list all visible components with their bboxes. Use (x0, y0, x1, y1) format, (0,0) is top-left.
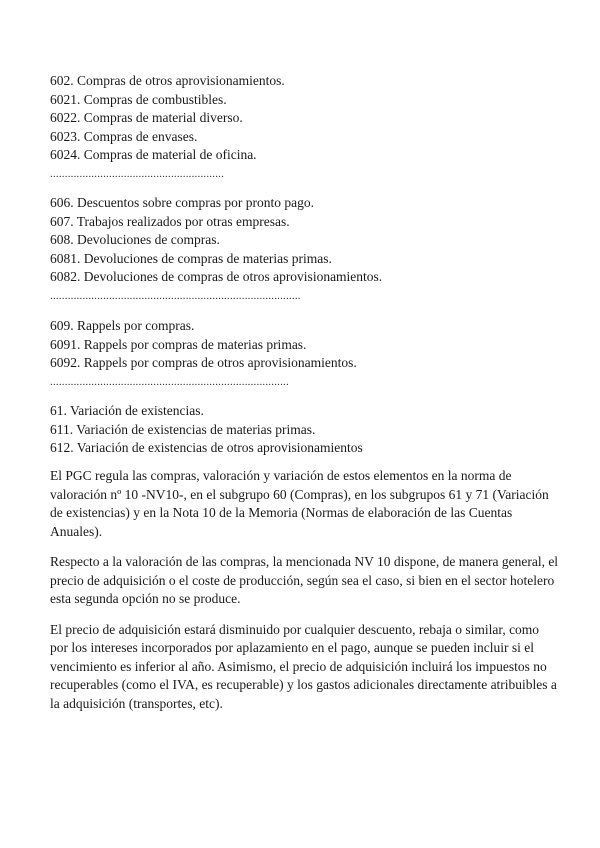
account-line: 6021. Compras de combustibles. (50, 91, 227, 107)
account-line: 6022. Compras de material diverso. (50, 110, 243, 125)
paragraph: El precio de adquisición estará disminuido por cualquier descuento, rebaja o similar, como por los intereses incorporados por aplazamiento en el pago, aunque se pueden incluir si el vencimiento es inferior al año. Asimismo, el precio de adquisición incluirá los impuestos no recuperables (como el IVA, es recuperable) y los gastos adicionales directamente atribuibles a la adquisición (transportes, etc). (50, 621, 557, 711)
account-line: 6023. Compras de envases. (50, 128, 198, 144)
dotted-separator: ................................................................................. (50, 375, 289, 388)
body-text (50, 467, 560, 713)
account-line: 608. Devoluciones de compras. (50, 232, 220, 247)
paragraph: El PGC regula las compras, valoración y variación de estos elementos en la norma de valoración nº 10 -NV10-, en el subgrupo 60 (Compras), en los subgrupos 61 y 71 (Variación de existencias) y en la Nota 10 de la Memoria (Normas de elaboración de las Cuentas Anuales). (50, 468, 549, 539)
account-line: 61. Variación de existencias. (50, 403, 204, 418)
account-line: 6082. Devoluciones de compras de otros aprovisionamientos. (50, 269, 383, 284)
account-line: 6081. Devoluciones de compras de materias primas. (50, 250, 332, 266)
account-line: 6024. Compras de material de oficina. (50, 147, 257, 162)
account-list-rappels (50, 317, 560, 389)
paragraph: Respecto a la valoración de las compras, la mencionada NV 10 dispone, de manera general, el precio de adquisición o el coste de producción, según sea el caso, si bien en el sector hotelero esta segunda opción no se produce. (50, 554, 559, 606)
account-line: 607. Trabajos realizados por otras empresas. (50, 213, 290, 229)
dotted-separator: ..................................................................................... (50, 289, 301, 302)
account-list-descuentos (50, 194, 560, 303)
account-list-variacion (50, 402, 560, 458)
account-line: 6091. Rappels por compras de materias primas. (50, 336, 307, 352)
account-line: 609. Rappels por compras. (50, 318, 195, 333)
account-line: 6092. Rappels por compras de otros aprovisionamientos. (50, 355, 357, 370)
account-line: 606. Descuentos sobre compras por pronto pago. (50, 195, 314, 210)
account-line: 611. Variación de existencias de materias primas. (50, 421, 316, 437)
account-list-compras (50, 72, 560, 181)
dotted-separator: ........................................................... (50, 167, 225, 180)
account-line: 602. Compras de otros aprovisionamientos. (50, 73, 285, 88)
account-line: 612. Variación de existencias de otros aprovisionamientos (50, 440, 363, 455)
